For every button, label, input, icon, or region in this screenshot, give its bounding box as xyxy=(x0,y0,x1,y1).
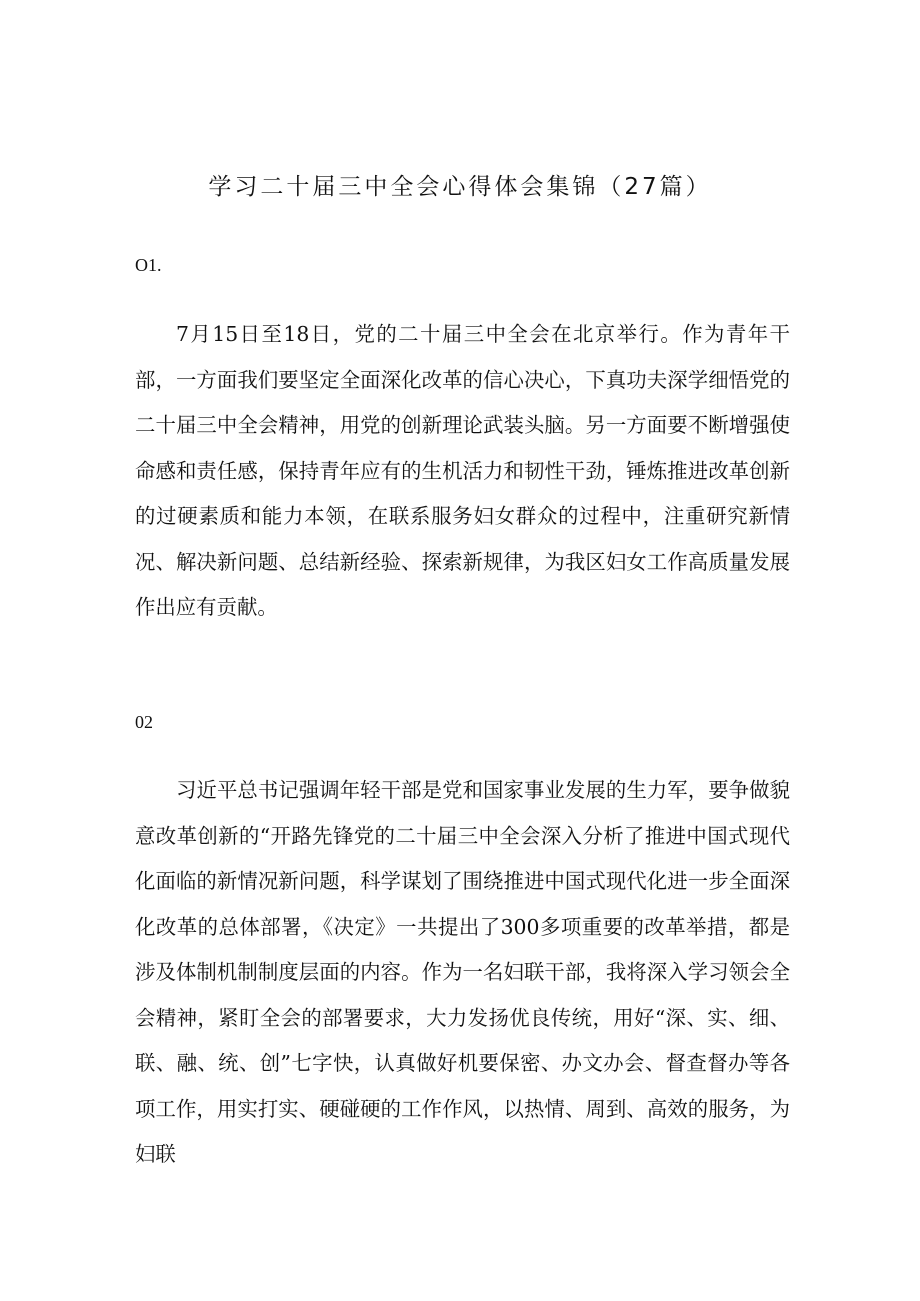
section-1-label: O1. xyxy=(135,255,162,275)
section-1-paragraph: 7月15日至18日，党的二十届三中全会在北京举行。作为青年干部，一方面我们要坚定全面深化改革的信心决心，下真功夫深学细悟党的二十届三中全会精神，用党的创新理论武装头脑。另一方面要不断增强使命感和责任感，保持青年应有的生机活力和韧性干劲，锤炼推进改革创新的过硬素质和能力本领，在联系服务妇女群众的过程中，注重研究新情况、解决新问题、总结新经验、探索新规律，为我区妇女工作高质量发展作出应有贡献。 xyxy=(135,322,790,619)
section-2-paragraph: 习近平总书记强调年轻干部是党和国家事业发展的生力军，要争做貌意改革创新的“开路先锋党的二十届三中全会深入分析了推进中国式现代化面临的新情况新问题，科学谋划了围绕推进中国式现代化进一步全面深化改革的总体部署，《决定》一共提出了300多项重要的改革举措，都是涉及体制机制制度层面的内容。作为一名妇联干部，我将深入学习领会全会精神，紧盯全会的部署要求，大力发扬优良传统，用好“深、实、细、联、融、统、创”七字快，认真做好机要保密、办文办会、督查督办等各项工作，用实打实、硬碰硬的工作作风，以热情、周到、高效的服务，为妇联 xyxy=(135,778,790,1166)
section-2-label: 02 xyxy=(135,712,153,732)
document-title: 学习二十届三中全会心得体会集锦（27篇） xyxy=(208,174,712,200)
